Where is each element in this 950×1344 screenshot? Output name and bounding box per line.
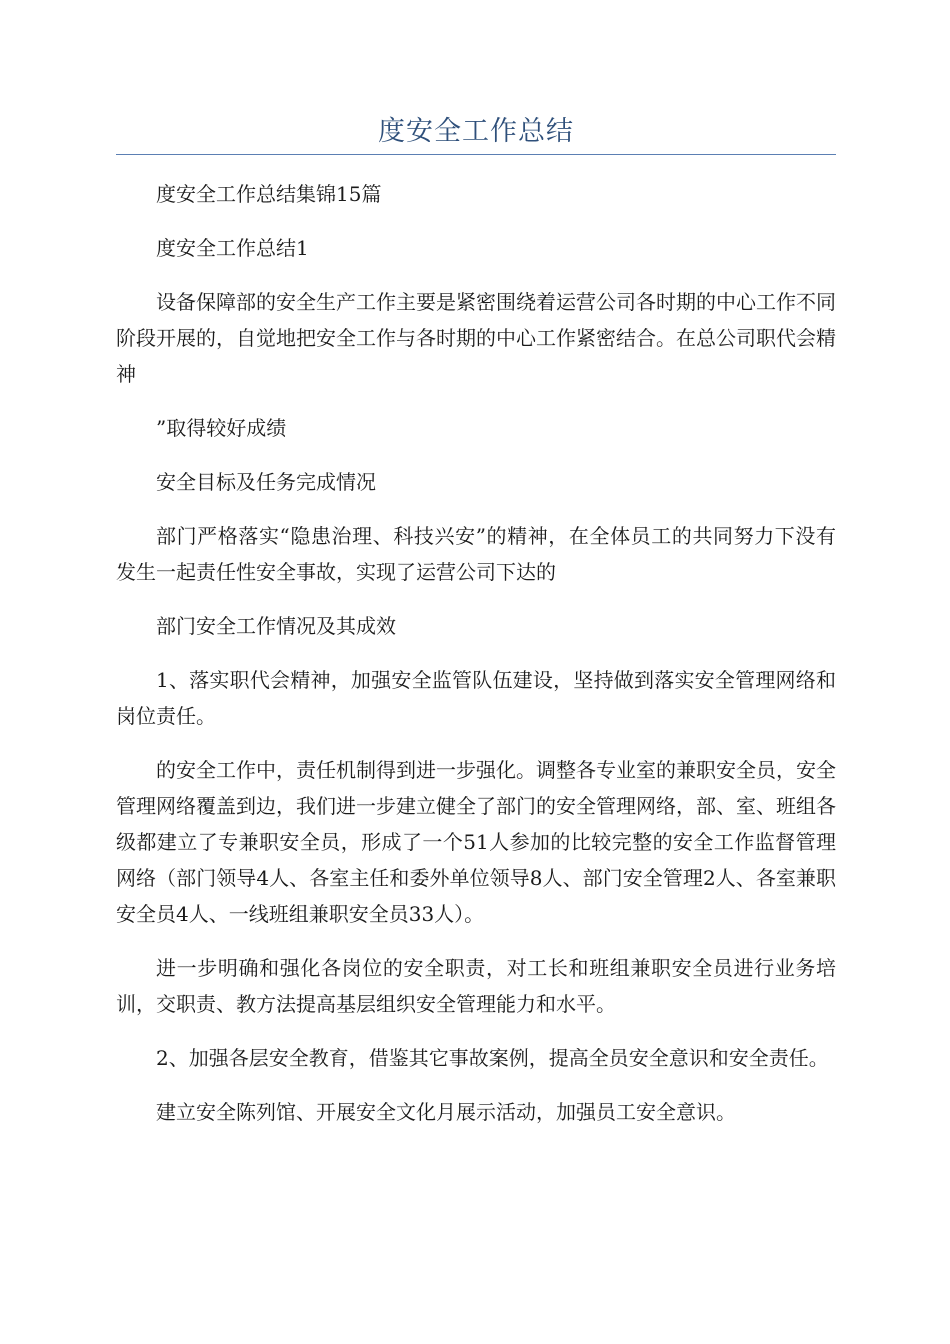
document-body bbox=[116, 176, 836, 1148]
paragraph-8: 1、落实职代会精神，加强安全监管队伍建设，坚持做到落实安全管理网络和岗位责任。 bbox=[116, 668, 836, 728]
paragraph-4: ”取得较好成绩 bbox=[156, 416, 287, 440]
paragraph-1: 度安全工作总结集锦15篇 bbox=[156, 182, 382, 206]
paragraph-11: 2、加强各层安全教育，借鉴其它事故案例，提高全员安全意识和安全责任。 bbox=[156, 1046, 829, 1070]
paragraph-10: 进一步明确和强化各岗位的安全职责，对工长和班组兼职安全员进行业务培训，交职责、教方法提高基层组织安全管理能力和水平。 bbox=[116, 956, 836, 1016]
paragraph-7: 部门安全工作情况及其成效 bbox=[156, 614, 396, 638]
document-title: 度安全工作总结 bbox=[378, 116, 574, 147]
title-underline bbox=[116, 154, 836, 155]
paragraph-9: 的安全工作中，责任机制得到进一步强化。调整各专业室的兼职安全员，安全管理网络覆盖到边，我们进一步建立健全了部门的安全管理网络，部、室、班组各级都建立了专兼职安全员，形成了一个51人参加的比较完整的安全工作监督管理网络（部门领导4人、各室主任和委外单位领导8人、部门安全管理2人、各室兼职安全员4人、一线班组兼职安全员33人）。 bbox=[116, 758, 836, 926]
paragraph-12: 建立安全陈列馆、开展安全文化月展示活动，加强员工安全意识。 bbox=[156, 1100, 736, 1124]
paragraph-3: 设备保障部的安全生产工作主要是紧密围绕着运营公司各时期的中心工作不同阶段开展的，自觉地把安全工作与各时期的中心工作紧密结合。在总公司职代会精神 bbox=[116, 290, 836, 386]
paragraph-2: 度安全工作总结1 bbox=[156, 236, 309, 260]
paragraph-6: 部门严格落实“隐患治理、科技兴安”的精神，在全体员工的共同努力下没有发生一起责任性安全事故，实现了运营公司下达的 bbox=[116, 524, 836, 584]
paragraph-5: 安全目标及任务完成情况 bbox=[156, 470, 376, 494]
